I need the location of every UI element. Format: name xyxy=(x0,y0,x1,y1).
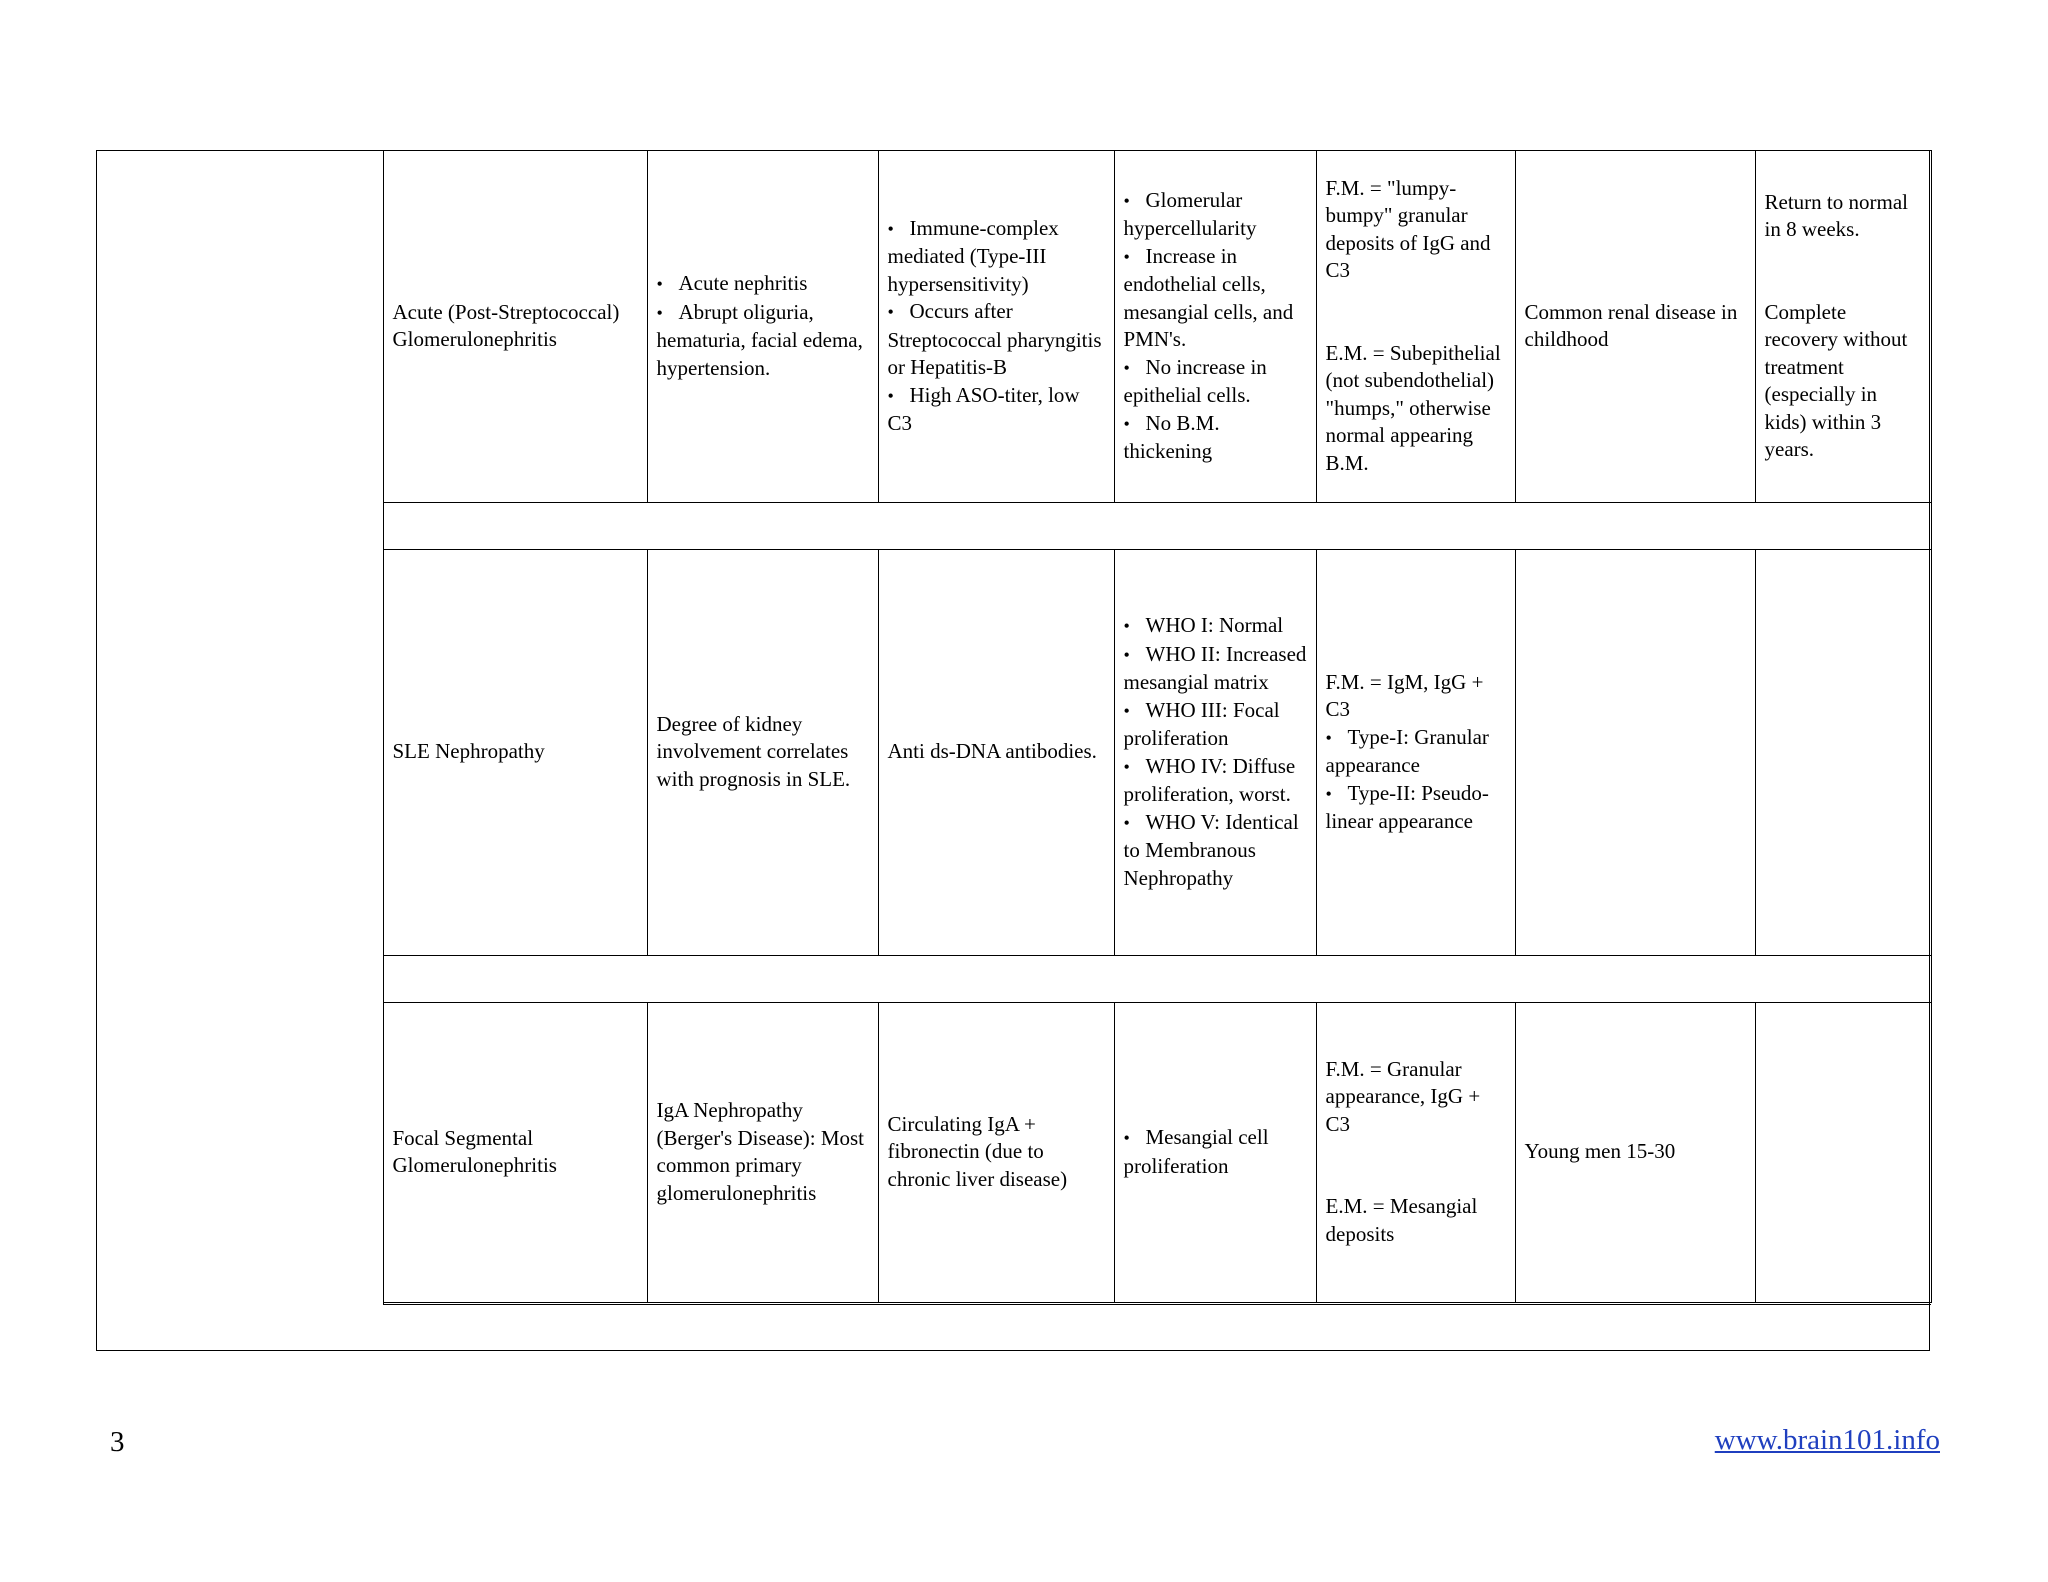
list-item: • Type-I: Granular appearance xyxy=(1326,724,1506,780)
list-item: • Occurs after Streptococcal pharyngitis or Hepatitis-B xyxy=(888,298,1105,382)
list-item: • No B.M. thickening xyxy=(1124,410,1307,466)
list-item: • High ASO-titer, low C3 xyxy=(888,382,1105,438)
outer-table-frame xyxy=(96,150,1930,1351)
list-item: • WHO III: Focal proliferation xyxy=(1124,697,1307,753)
presentation-cell: IgA Nephropathy (Berger's Disease): Most common primary glomerulonephritis xyxy=(647,1002,878,1302)
fm-em-cell xyxy=(1316,150,1515,502)
table-row xyxy=(383,1002,1931,1302)
list-item: • Mesangial cell proliferation xyxy=(1124,1124,1307,1180)
etiology-cell: Circulating IgA + fibronectin (due to chronic liver disease) xyxy=(878,1002,1114,1302)
table-row xyxy=(383,150,1931,502)
fm-em-cell xyxy=(1316,549,1515,955)
list-item: • Acute nephritis xyxy=(657,270,869,299)
epidemiology-cell: Common renal disease in childhood xyxy=(1515,150,1755,502)
etiology-cell xyxy=(878,150,1114,502)
disease-name-cell: Focal Segmental Glomerulonephritis xyxy=(383,1002,647,1302)
fm-text: F.M. = Granular appearance, IgG + C3 xyxy=(1325,1056,1481,1136)
fm-text: F.M. = "lumpy-bumpy" granular deposits of IgG and C3 xyxy=(1325,175,1491,283)
website-link[interactable]: www.brain101.info xyxy=(1714,1424,1940,1456)
table-row xyxy=(383,549,1931,955)
light-microscopy-cell xyxy=(1114,150,1316,502)
page-number: 3 xyxy=(110,1426,125,1458)
list-item: • Abrupt oliguria, hematuria, facial edema, hypertension. xyxy=(657,299,869,383)
em-text: E.M. = Mesangial deposits xyxy=(1325,1194,1478,1246)
prognosis-text: Complete recovery without treatment (especially in kids) within 3 years. xyxy=(1764,299,1908,461)
presentation-cell xyxy=(647,150,878,502)
spacer-row xyxy=(383,502,1931,549)
light-microscopy-cell xyxy=(1114,549,1316,955)
list-item: • Immune-complex mediated (Type-III hypersensitivity) xyxy=(888,215,1105,299)
prognosis-cell xyxy=(1755,150,1931,502)
list-item: • Glomerular hypercellularity xyxy=(1124,187,1307,243)
presentation-cell: Degree of kidney involvement correlates with prognosis in SLE. xyxy=(647,549,878,955)
etiology-cell: Anti ds-DNA antibodies. xyxy=(878,549,1114,955)
list-item: • WHO IV: Diffuse proliferation, worst. xyxy=(1124,753,1307,809)
list-item: • WHO I: Normal xyxy=(1124,612,1307,641)
disease-name-cell: SLE Nephropathy xyxy=(383,549,647,955)
list-item: • Type-II: Pseudo-linear appearance xyxy=(1326,780,1506,836)
glomerulonephritis-table xyxy=(383,150,1932,1303)
list-item: • WHO V: Identical to Membranous Nephropathy xyxy=(1124,809,1307,893)
spacer-row xyxy=(383,955,1931,1002)
list-item: • Increase in endothelial cells, mesangial cells, and PMN's. xyxy=(1124,243,1307,354)
prognosis-cell xyxy=(1755,549,1931,955)
list-item: • WHO II: Increased mesangial matrix xyxy=(1124,641,1307,697)
epidemiology-cell xyxy=(1515,549,1755,955)
list-item: • No increase in epithelial cells. xyxy=(1124,354,1307,410)
prognosis-cell xyxy=(1755,1002,1931,1302)
disease-table-container xyxy=(383,150,1931,1305)
fm-text: F.M. = IgM, IgG + C3 xyxy=(1325,669,1484,721)
em-text: E.M. = Subepithelial (not subendothelial) "humps," otherwise normal appearing B.M. xyxy=(1325,340,1501,475)
epidemiology-cell: Young men 15-30 xyxy=(1515,1002,1755,1302)
light-microscopy-cell xyxy=(1114,1002,1316,1302)
fm-em-cell xyxy=(1316,1002,1515,1302)
prognosis-text: Return to normal in 8 weeks. xyxy=(1764,189,1908,241)
disease-name-cell: Acute (Post-Streptococcal) Glomerulonephritis xyxy=(383,150,647,502)
